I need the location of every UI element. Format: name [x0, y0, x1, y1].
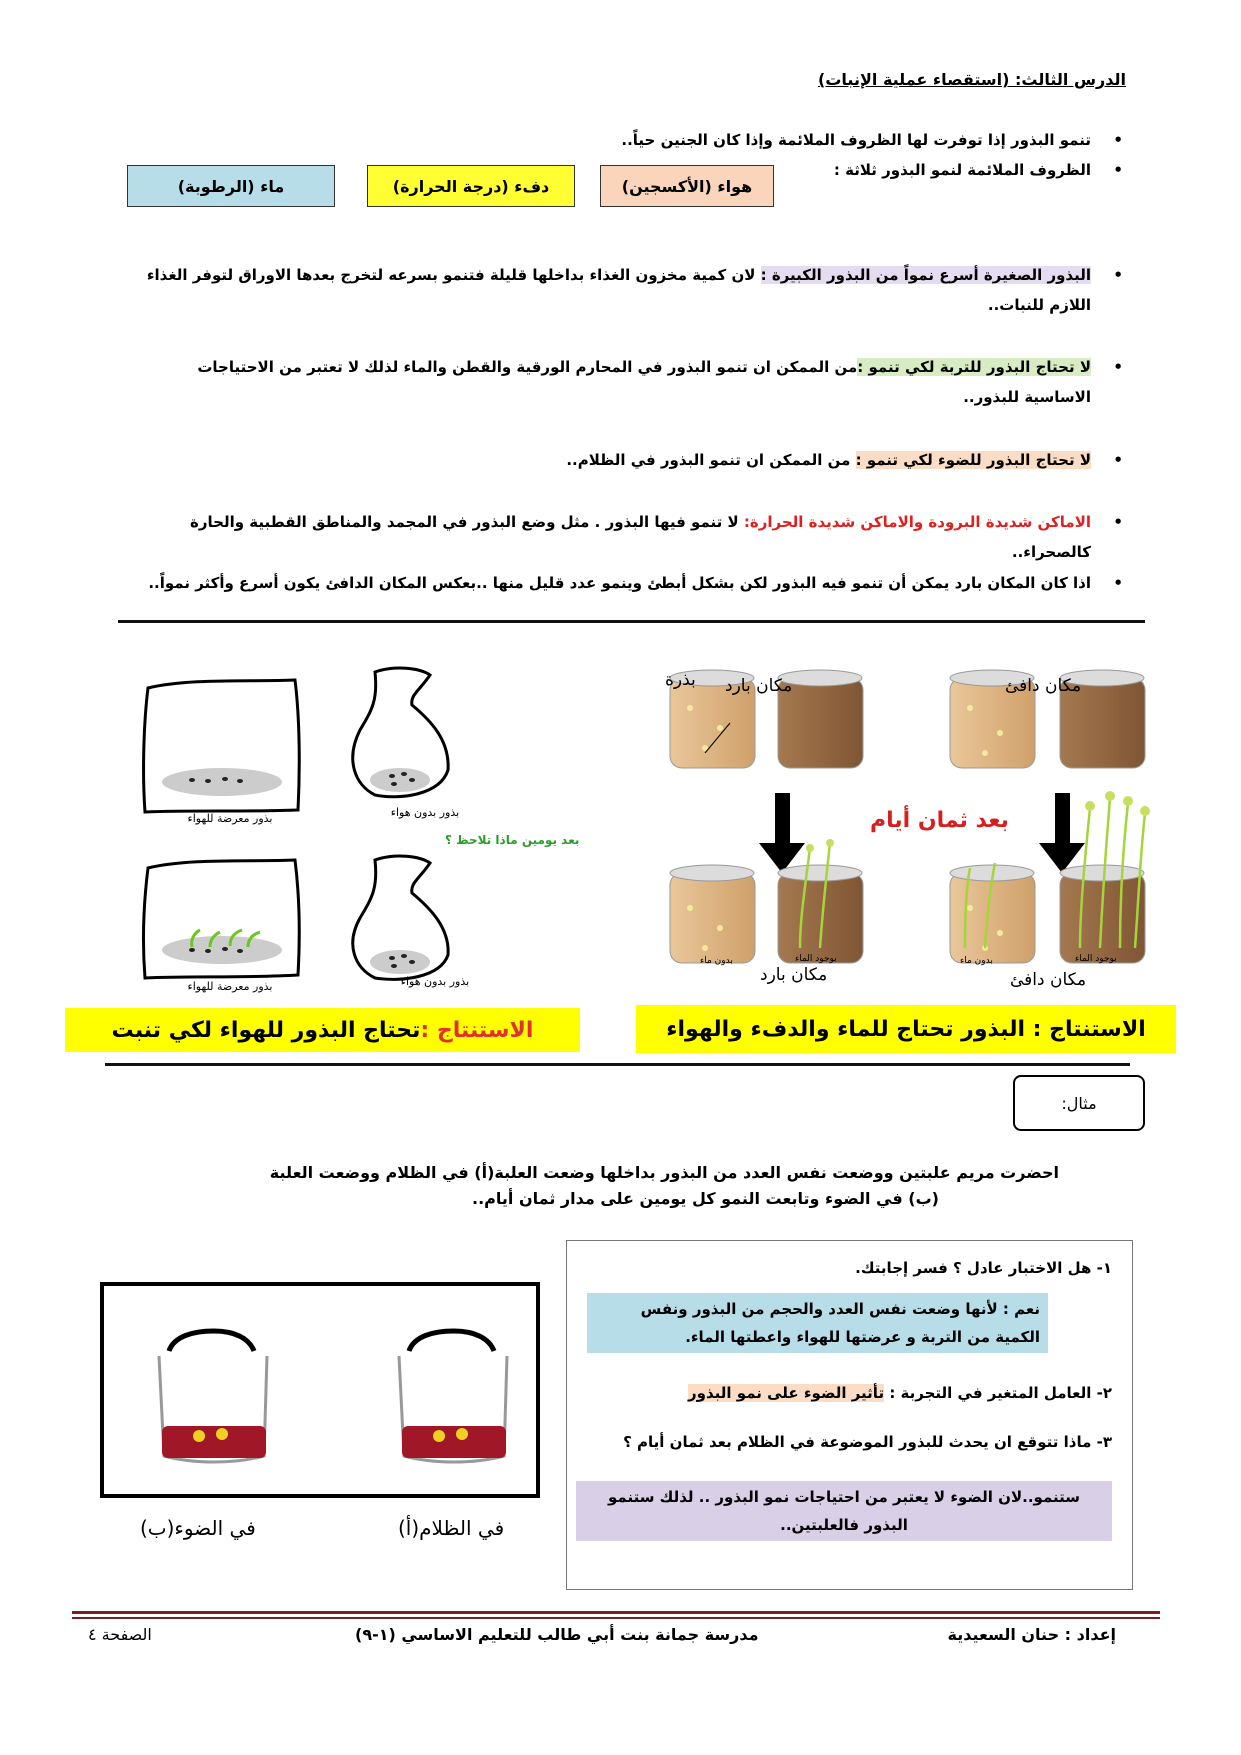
- bullet-extreme-places: • الاماكن شديدة البرودة والاماكن شديدة الحرارة: لا تنمو فيها البذور . مثل وضع البذور في المجمد والمناطق القطبية والحارة كالصحراء..: [131, 507, 1091, 567]
- label-after-eight-days: بعد ثمان أيام: [870, 808, 1009, 833]
- questions-box: [566, 1240, 1133, 1590]
- condition-warmth: دفء (درجة الحرارة): [367, 165, 575, 207]
- bullet-small-seeds: • البذور الصغيرة أسرع نمواً من البذور الكبيرة : لان كمية مخزون الغذاء بداخلها قليلة فتنمو بسرعه لتخرج بعدها الاوراق لتوفر الغذاء اللازم للنبات..: [131, 260, 1091, 320]
- bullet-cold-place: • اذا كان المكان بارد يمكن أن تنمو فيه البذور لكن بشكل أبطئ وينمو عدد قليل منها ..بعكس المكان الدافئ يكون أسرع وأكثر نمواً..: [131, 568, 1091, 598]
- divider-top: [118, 620, 1145, 623]
- conclusion-air-text: تحتاج البذور للهواء لكي تنبت: [111, 1017, 421, 1043]
- footer-rule-bottom: [72, 1617, 1160, 1619]
- question-after-two-days: بعد يومين ماذا تلاحظ ؟: [445, 833, 580, 847]
- bullet-conditions: • الظروف الملائمة لنمو البذور ثلاثة :: [131, 155, 1091, 185]
- footer-school: مدرسة جمانة بنت أبي طالب للتعليم الاساسي (١-٩): [355, 1625, 759, 1644]
- label-no-water-warm: بدون ماء: [960, 956, 993, 966]
- footer-page: الصفحة ٤: [88, 1625, 152, 1644]
- jars-illustration: [104, 1286, 536, 1494]
- conclusion-air: [65, 1008, 580, 1052]
- condition-air: هواء (الأكسجين): [600, 165, 774, 207]
- footer-author: إعداد : حنان السعيدية: [947, 1625, 1116, 1644]
- label-cold-top: مكان بارد: [725, 676, 793, 696]
- label-no-water-cold: بدون ماء: [700, 956, 733, 966]
- question-2: ٢- العامل المتغير في التجربة : تأثير الضوء على نمو البذور: [688, 1384, 1112, 1402]
- lesson-title: الدرس الثالث: (استقصاء عملية الإنبات): [818, 70, 1126, 89]
- condition-water: ماء (الرطوبة): [127, 165, 335, 207]
- bullet-seeds-grow: • تنمو البذور إذا توفرت لها الظروف الملائمة وإذا كان الجنين حياً..: [131, 125, 1091, 155]
- bullet-no-soil: • لا تحتاج البذور للتربة لكي تنمو :من الممكن ان تنمو البذور في المحارم الورقية والقطن والماء لذلك لا تعتبر من الاحتياجات الاساسية للبذور..: [131, 352, 1091, 412]
- footer-rule-top: [72, 1611, 1160, 1614]
- conclusion-water-warmth: الاستنتاج : البذور تحتاج للماء والدفء والهواء: [636, 1005, 1176, 1053]
- label-no-air-bottom: بذور بدون هواء: [400, 975, 470, 988]
- label-with-water-warm: بوجود الماء: [1075, 954, 1117, 964]
- example-label: مثال:: [1013, 1075, 1145, 1131]
- label-exposed-top: بذور معرضة للهواء: [187, 812, 273, 825]
- label-cold-bottom: مكان بارد: [760, 965, 828, 985]
- light-dark-experiment-box: [100, 1282, 540, 1498]
- question-1: ١- هل الاختبار عادل ؟ فسر إجابتك.: [855, 1259, 1112, 1277]
- label-with-water-cold: بوجود الماء: [795, 954, 837, 964]
- conclusion-air-prefix: الاستنتاج :: [420, 1017, 534, 1043]
- question-3: ٣- ماذا تتوقع ان يحدث للبذور الموضوعة في الظلام بعد ثمان أيام ؟: [623, 1433, 1112, 1451]
- label-seed: بذرة: [665, 670, 696, 690]
- answer-1: نعم : لأنها وضعت نفس العدد والحجم من البذور ونفس الكمية من التربة و عرضتها للهواء واعطتها الماء.: [587, 1293, 1048, 1353]
- label-exposed-bottom: بذور معرضة للهواء: [187, 980, 273, 993]
- divider-middle: [105, 1063, 1130, 1066]
- example-text: احضرت مريم علبتين ووضعت نفس العدد من البذور بداخلها وضعت العلبة(أ) في الظلام ووضعت العلبة (ب) في الضوء وتابعت النمو كل يومين على مدار ثمان أيام..: [269, 1163, 1059, 1208]
- caption-dark-a: في الظلام(أ): [398, 1516, 505, 1540]
- air-experiment-figure: [130, 660, 650, 990]
- bullet-no-light: • لا تحتاج البذور للضوء لكي تنمو : من الممكن ان تنمو البذور في الظلام..: [131, 445, 1091, 475]
- label-no-air-top: بذور بدون هواء: [390, 806, 460, 819]
- label-warm-top: مكان دافئ: [1005, 676, 1082, 696]
- answer-3: ستنمو..لان الضوء لا يعتبر من احتياجات نمو البذور .. لذلك ستنمو البذور فالعلبتين..: [576, 1481, 1112, 1541]
- label-warm-bottom: مكان دافئ: [1010, 970, 1087, 990]
- caption-light-b: في الضوء(ب): [140, 1516, 256, 1540]
